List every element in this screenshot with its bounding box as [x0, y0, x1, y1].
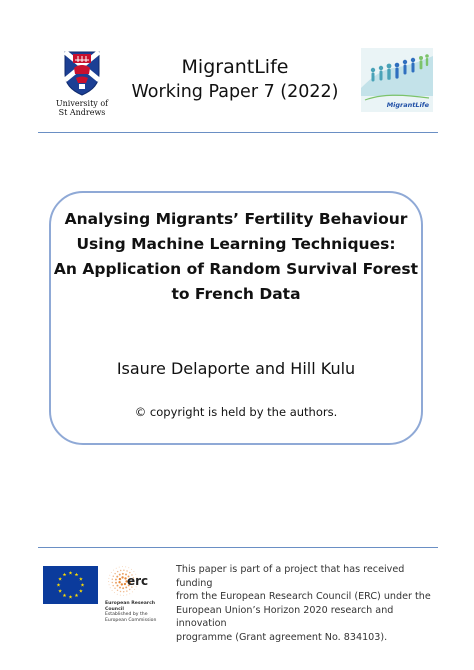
erc-subtitle: European Research Council: [105, 601, 156, 612]
eu-star-icon: [58, 577, 62, 581]
erc-dot: [114, 573, 115, 574]
erc-dot: [123, 595, 124, 596]
erc-dot: [133, 571, 134, 572]
working-paper-number: Working Paper 7 (2022): [131, 82, 339, 102]
project-name: MigrantLife: [181, 56, 289, 78]
eu-star-icon: [75, 593, 79, 597]
eu-stars-icon: [43, 566, 98, 604]
erc-dot: [112, 585, 113, 586]
authors: Isaure Delaporte and Hill Kulu: [116, 359, 356, 378]
university-name-line1: University of: [55, 99, 109, 108]
erc-dot: [117, 585, 119, 587]
paper-title-line: Analysing Migrants’ Fertility Behaviour: [64, 210, 408, 228]
erc-dot: [119, 567, 120, 568]
funding-acknowledgement: [176, 563, 440, 644]
funding-line: European Union’s Horizon 2020 research and innovation: [176, 604, 394, 629]
erc-dot: [109, 575, 110, 576]
erc-dot: [122, 573, 124, 575]
eu-star-icon: [63, 573, 67, 577]
erc-dot: [129, 593, 130, 594]
erc-dot: [111, 572, 112, 573]
erc-dot: [114, 592, 115, 593]
erc-dot: [110, 587, 111, 588]
erc-dot: [112, 582, 113, 583]
erc-dot: [120, 595, 121, 596]
erc-dot: [115, 579, 117, 581]
erc-dot: [112, 590, 113, 591]
eu-star-icon: [79, 577, 83, 581]
erc-logo-text: erc: [127, 574, 149, 588]
erc-dot: [123, 591, 124, 592]
erc-logo-caption: [105, 601, 165, 623]
cover-header: [0, 0, 474, 130]
erc-dot: [108, 578, 109, 579]
erc-dot: [122, 566, 123, 567]
eu-star-icon: [81, 583, 85, 587]
funding-line: programme (Grant agreement No. 834103).: [176, 631, 388, 643]
erc-dot: [109, 584, 110, 585]
eu-star-icon: [69, 571, 73, 575]
university-crest-icon: [63, 50, 101, 96]
erc-dot: [132, 591, 133, 592]
erc-dot: [126, 570, 127, 571]
eu-star-icon: [79, 589, 83, 593]
migrantlife-logo-label: MigrantLife: [386, 101, 429, 109]
eu-star-icon: [58, 589, 62, 593]
erc-dot: [112, 579, 113, 580]
erc-dot: [113, 570, 114, 571]
paper-title-line: Using Machine Learning Techniques:: [76, 235, 396, 253]
university-name-line2: St Andrews: [58, 108, 106, 117]
eu-star-icon: [75, 573, 79, 577]
funder-logos: [43, 563, 165, 623]
eu-flag-icon: [43, 566, 98, 604]
university-of-st-andrews-logo: [52, 50, 112, 124]
erc-dot: [126, 594, 127, 595]
erc-dot: [129, 589, 130, 590]
migrantlife-logo: [361, 48, 433, 112]
eu-star-icon: [57, 583, 61, 587]
title-frame: [49, 191, 423, 445]
erc-dot: [121, 583, 123, 585]
erc-dot: [118, 581, 120, 583]
university-name: [52, 99, 112, 117]
erc-dot: [113, 576, 114, 577]
erc-dot: [120, 570, 121, 571]
erc-dot: [126, 590, 127, 591]
eu-star-icon: [69, 595, 73, 599]
erc-dot: [119, 574, 121, 576]
erc-tagline: Established by the European Commission: [105, 612, 157, 623]
erc-dot: [120, 591, 121, 592]
erc-dot: [124, 583, 126, 585]
erc-dot: [116, 568, 117, 569]
erc-dot: [117, 590, 118, 591]
paper-title-line: An Application of Random Survival Forest: [53, 260, 419, 278]
series-title-block: [120, 55, 350, 104]
eu-star-icon: [63, 593, 67, 597]
copyright-notice: © copyright is held by the authors.: [134, 405, 338, 419]
funding-line: from the European Research Council (ERC) under the: [176, 591, 431, 602]
erc-dot: [134, 589, 135, 590]
erc-dot: [128, 567, 129, 568]
erc-dot: [123, 570, 124, 571]
erc-dot: [116, 576, 118, 578]
erc-dot: [108, 581, 109, 582]
erc-dot: [122, 587, 124, 589]
erc-dot: [115, 582, 117, 584]
erc-dot: [119, 587, 121, 589]
funding-line: This paper is part of a project that has received funding: [176, 564, 405, 589]
erc-dot: [117, 571, 118, 572]
erc-dot: [125, 566, 126, 567]
erc-dot: [117, 594, 118, 595]
footer-divider: [38, 547, 438, 548]
erc-dot: [131, 569, 132, 570]
paper-title: [51, 207, 421, 307]
erc-logo: [105, 563, 163, 623]
paper-title-line: to French Data: [171, 285, 301, 303]
erc-dot: [121, 576, 123, 578]
erc-dot: [114, 588, 115, 589]
erc-dot: [119, 578, 121, 580]
header-divider: [38, 132, 438, 133]
